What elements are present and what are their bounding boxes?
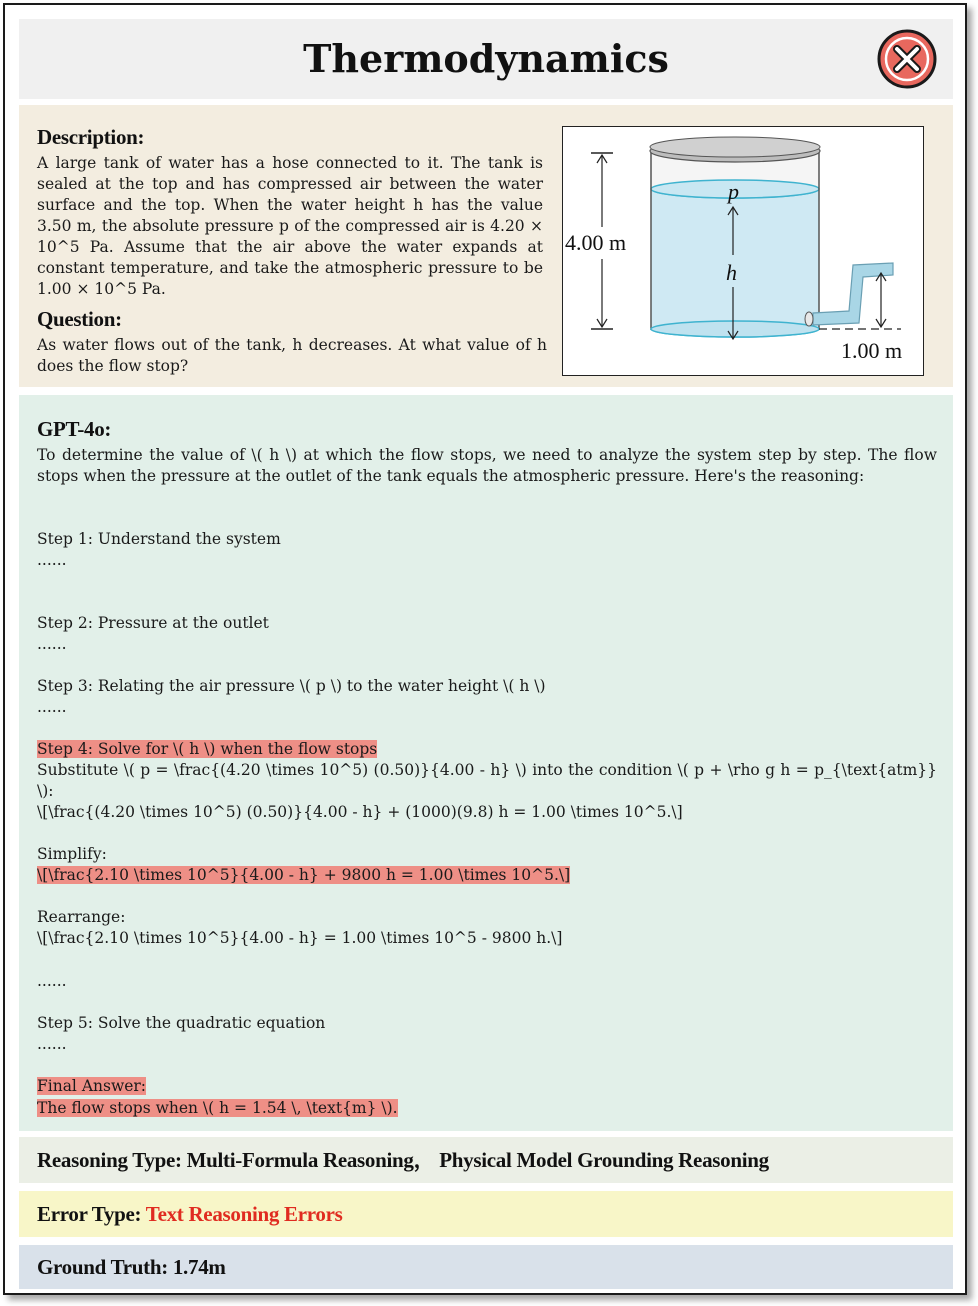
error-type-value: Text Reasoning Errors — [145, 1202, 343, 1226]
question-text: As water flows out of the tank, h decreases. At what value of h does the flow stop? — [37, 336, 547, 375]
water-height-label: h — [726, 260, 737, 285]
page-title: Thermodynamics — [303, 36, 669, 81]
step2-heading: Step 2: Pressure at the outlet — [37, 614, 269, 632]
reasoning-type: Reasoning Type: Multi-Formula Reasoning， Physical Model Grounding Reasoning — [37, 1148, 769, 1172]
error-type-row — [37, 1191, 343, 1237]
gpt-intro: To determine the value of \( h \) at which the flow stops, we need to analyze the system step by step. The flow stops when the pressure at the outlet of the tank equals the atmospheric pressure. Here's the reasoning: — [37, 446, 937, 485]
description-panel — [19, 105, 953, 387]
outlet-height-label: 1.00 m — [841, 338, 903, 363]
pressure-label: p — [728, 179, 739, 204]
step4-substitute: Substitute \( p = \frac{(4.20 \times 10^5) (0.50)}{4.00 - h} \) into the condition \( p + \rho g h = p_{\text{atm}} \): — [37, 761, 937, 800]
tank-diagram — [563, 127, 922, 374]
final-answer-text: The flow stops when \( h = 1.54 \, \text{m} \). — [37, 1099, 398, 1117]
final-label-row — [37, 1076, 937, 1097]
simplify-label: Simplify: — [37, 845, 107, 863]
step1-ellipsis: ...... — [37, 551, 67, 569]
rearrange-ellipsis: ...... — [37, 972, 67, 990]
tank-figure — [562, 126, 924, 376]
problem-card — [3, 3, 967, 1295]
step5-heading: Step 5: Solve the quadratic equation — [37, 1014, 326, 1032]
simplify-equation: \[\frac{2.10 \times 10^5}{4.00 - h} + 9800 h = 1.00 \times 10^5.\] — [37, 866, 571, 884]
question-label: Question: — [37, 307, 122, 331]
rearrange-label: Rearrange: — [37, 908, 126, 926]
step3-ellipsis: ...... — [37, 698, 67, 716]
description-label: Description: — [37, 125, 145, 149]
step3-heading: Step 3: Relating the air pressure \( p \) to the water height \( h \) — [37, 677, 546, 695]
rearrange-equation: \[\frac{2.10 \times 10^5}{4.00 - h} = 1.00 \times 10^5 - 9800 h.\] — [37, 929, 563, 947]
final-answer-label: Final Answer: — [37, 1077, 147, 1095]
step4-equation: \[\frac{(4.20 \times 10^5) (0.50)}{4.00 - h} + (1000)(9.8) h = 1.00 \times 10^5.\] — [37, 803, 683, 821]
tank-height-label: 4.00 m — [565, 230, 627, 255]
step4-heading-row — [37, 739, 937, 760]
final-text-row — [37, 1098, 937, 1119]
simplify-equation-row — [37, 865, 937, 886]
error-type-label: Error Type: — [37, 1202, 146, 1226]
error-type-panel — [19, 1191, 953, 1237]
step5-ellipsis: ...... — [37, 1035, 67, 1053]
ground-truth-panel — [19, 1245, 953, 1289]
step2-ellipsis: ...... — [37, 635, 67, 653]
title-bar — [19, 19, 953, 99]
description-text: A large tank of water has a hose connected to it. The tank is sealed at the top and has compressed air between the water surface and the top. When the water height h has the value 3.50 m, the absolute pressure p of the compressed air is 4.20 × 10^5 Pa. Assume that the air above the water expands at constant temperature, and take the atmospheric pressure to be 1.00 × 10^5 Pa. — [37, 154, 543, 298]
gpt-response-panel — [19, 395, 953, 1131]
ground-truth: Ground Truth: 1.74m — [37, 1255, 226, 1279]
close-x-icon[interactable] — [877, 29, 937, 89]
step1-heading: Step 1: Understand the system — [37, 530, 281, 548]
reasoning-type-panel — [19, 1137, 953, 1183]
gpt-label: GPT-4o: — [37, 417, 112, 441]
step4-heading: Step 4: Solve for \( h \) when the flow stops — [37, 740, 378, 758]
